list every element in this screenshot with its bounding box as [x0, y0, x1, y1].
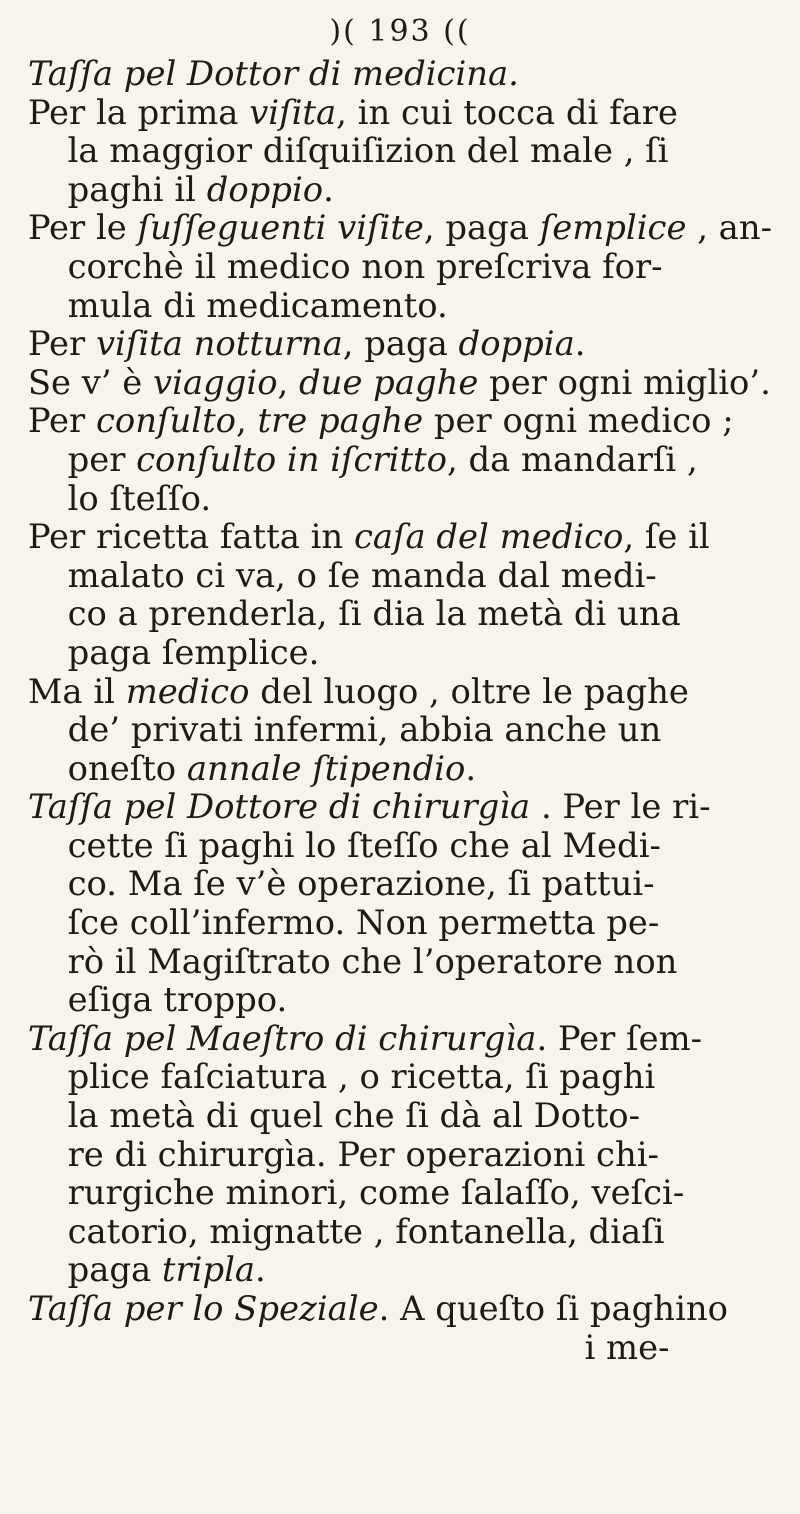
text-segment: , [277, 362, 300, 403]
italic-segment: viſita notturna [95, 324, 343, 365]
italic-segment: caſa del medico [353, 517, 624, 558]
text-line [0, 943, 785, 982]
text-segment: ſce coll’infermo. Non permetta pe- [67, 903, 660, 944]
italic-segment: ſuſſeguenti viſite [137, 208, 424, 249]
text-segment: plice faſciatura , o ricetta, ſi paghi [67, 1057, 656, 1098]
text-line [0, 788, 785, 827]
text-line [0, 1174, 785, 1213]
text-segment: . Per ſem- [536, 1018, 703, 1059]
italic-segment: ſemplice [539, 208, 687, 249]
text-line [0, 1020, 785, 1059]
text-segment: Per le [27, 208, 138, 249]
italic-segment: doppio [206, 169, 324, 210]
text-segment: mula di medicamento. [67, 285, 448, 326]
text-segment: , paga [423, 208, 540, 249]
text-segment: del luogo , oltre le paghe [249, 671, 689, 712]
text-segment: eſiga troppo. [67, 980, 288, 1021]
italic-segment: annale ſtipendio [186, 748, 466, 789]
text-segment: malato ci va, o ſe manda dal medi- [67, 555, 657, 596]
text-line [0, 248, 785, 287]
text-line [0, 981, 785, 1020]
text-segment: co. Ma ſe v’è operazione, ſi pattui- [67, 864, 655, 905]
italic-segment: tripla [161, 1250, 256, 1291]
text-line [0, 209, 785, 248]
text-line [0, 1213, 785, 1252]
text-segment: . A queſto ſi paghino [378, 1289, 728, 1329]
text-segment: Per ricetta fatta in [27, 517, 354, 558]
text-line [0, 287, 785, 326]
text-segment: Per [27, 324, 96, 365]
text-segment: , an- [686, 208, 773, 249]
text-line [0, 1136, 785, 1175]
text-segment: la maggior diſquiſizion del male , ſi [67, 131, 669, 172]
text-line [0, 634, 785, 673]
text-segment: . [465, 748, 477, 789]
italic-segment: conſulto [95, 401, 237, 442]
text-segment: re di chirurgìa. Per operazioni chi- [67, 1134, 659, 1175]
text-segment: Se v’ è [27, 362, 154, 403]
italic-segment: Taſſa pel Dottor di medicina. [27, 54, 519, 94]
text-line [0, 865, 785, 904]
text-segment: paga ſemplice. [67, 632, 320, 673]
italic-segment: viaggio [153, 362, 278, 403]
text-line [0, 402, 785, 441]
text-segment: oneſto [67, 748, 187, 789]
italic-segment: medico [125, 671, 250, 712]
italic-segment: tre paghe [257, 401, 424, 442]
text-segment: Per la prima [27, 92, 250, 133]
text-segment: rò il Magiſtrato che l’operatore non [67, 941, 678, 982]
text-segment: , [236, 401, 258, 442]
text-segment: , in cui tocca di fare [336, 92, 678, 133]
catchword: i me- [584, 1327, 670, 1368]
text-segment: paga [67, 1250, 162, 1291]
text-line [0, 1290, 785, 1329]
italic-segment: Taſſa pel Dottore di chirurgìa [27, 787, 531, 828]
text-segment: co a prenderla, ſi dia la metà di una [67, 594, 681, 635]
italic-segment: conſulto in iſcritto [136, 439, 447, 480]
page-number: )( 193 (( [329, 14, 471, 49]
text-segment: per ogni miglio’. [478, 362, 771, 403]
text-segment: rurgiche minori, come ſalaſſo, veſci- [67, 1173, 685, 1214]
text-line [0, 673, 785, 712]
italic-segment: doppia [458, 324, 575, 365]
text-line [0, 827, 785, 866]
text-segment: . [255, 1250, 266, 1291]
text-line [0, 904, 785, 943]
text-segment: la metà di quel che ſi dà al Dotto- [67, 1096, 641, 1137]
text-line [0, 1097, 785, 1136]
text-segment: paghi il [67, 169, 207, 210]
text-line [0, 711, 785, 750]
italic-segment: Taſſa per lo Speziale [27, 1289, 379, 1329]
text-line [0, 171, 785, 210]
text-segment: cette ſi paghi lo ſteſſo che al Medi- [67, 825, 661, 866]
text-segment: . Per le ri- [530, 787, 711, 828]
text-segment: per ogni medico ; [423, 401, 734, 442]
text-segment: catorio, mignatte , fontanella, diaſi [67, 1211, 665, 1252]
text-line [0, 1251, 785, 1290]
text-line [0, 518, 785, 557]
text-segment: . [323, 169, 334, 210]
text-segment: per [67, 439, 137, 480]
text-line [0, 750, 785, 789]
text-segment: . [574, 324, 586, 365]
text-line [0, 441, 785, 480]
text-segment: Ma il [27, 671, 126, 712]
text-segment: Per [27, 401, 96, 442]
text-segment: lo ſteſſo. [67, 478, 212, 519]
text-line [0, 557, 785, 596]
text-line [0, 132, 785, 171]
italic-segment: Taſſa pel Maeſtro di chirurgìa [27, 1018, 537, 1059]
text-body [0, 55, 790, 1367]
text-line [0, 1058, 785, 1097]
text-line [0, 595, 785, 634]
text-line [0, 480, 785, 519]
text-segment: , paga [342, 324, 459, 365]
text-segment: de’ privati infermi, abbia anche un [67, 710, 662, 751]
text-segment: , da mandarſi , [446, 439, 698, 480]
text-line [0, 94, 785, 133]
text-line [0, 364, 785, 403]
italic-segment: viſita [249, 92, 337, 133]
text-segment: corchè il medico non preſcriva for- [67, 246, 663, 287]
text-line [0, 325, 785, 364]
text-line [0, 55, 785, 94]
italic-segment: due paghe [299, 362, 479, 403]
text-segment: , ſe il [623, 517, 710, 558]
